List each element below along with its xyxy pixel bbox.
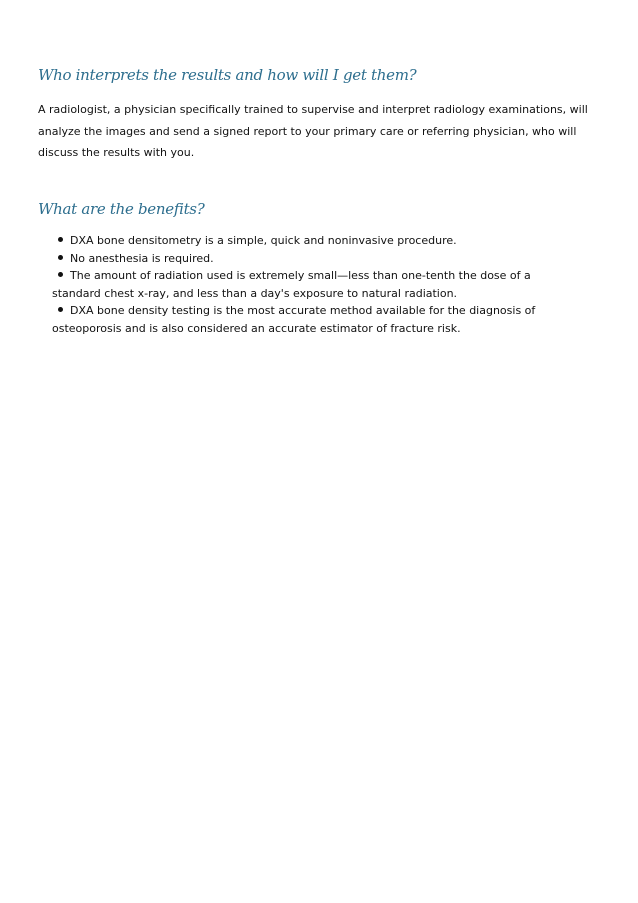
- list-item: [52, 232, 582, 250]
- bullet-icon: [58, 307, 63, 312]
- section-heading-benefits: What are the benefits?: [38, 200, 205, 218]
- list-item: [52, 250, 582, 268]
- bullet-icon: [58, 237, 63, 242]
- list-item: [52, 267, 582, 302]
- bullet-icon: [58, 255, 63, 260]
- list-item-text: No anesthesia is required.: [70, 251, 214, 265]
- benefits-list: [52, 232, 582, 337]
- bullet-icon: [58, 272, 63, 277]
- list-item-text: The amount of radiation used is extremely small—less than one-tenth the dose of a standard chest x-ray, and less than a day's exposure to natural radiation.: [52, 269, 531, 300]
- list-item: [52, 302, 582, 337]
- list-item-text: DXA bone densitometry is a simple, quick and noninvasive procedure.: [70, 234, 457, 247]
- results-paragraph: A radiologist, a physician specifically trained to supervise and interpret radiology examinations, will analyze the images and send a signed report to your primary care or referring physician, who will discuss the results with you.: [38, 103, 588, 159]
- list-item-text: DXA bone density testing is the most accurate method available for the diagnosis of osteoporosis and is also considered an accurate estimator of fracture risk.: [52, 304, 536, 335]
- section-heading-results: Who interprets the results and how will I get them?: [38, 66, 417, 84]
